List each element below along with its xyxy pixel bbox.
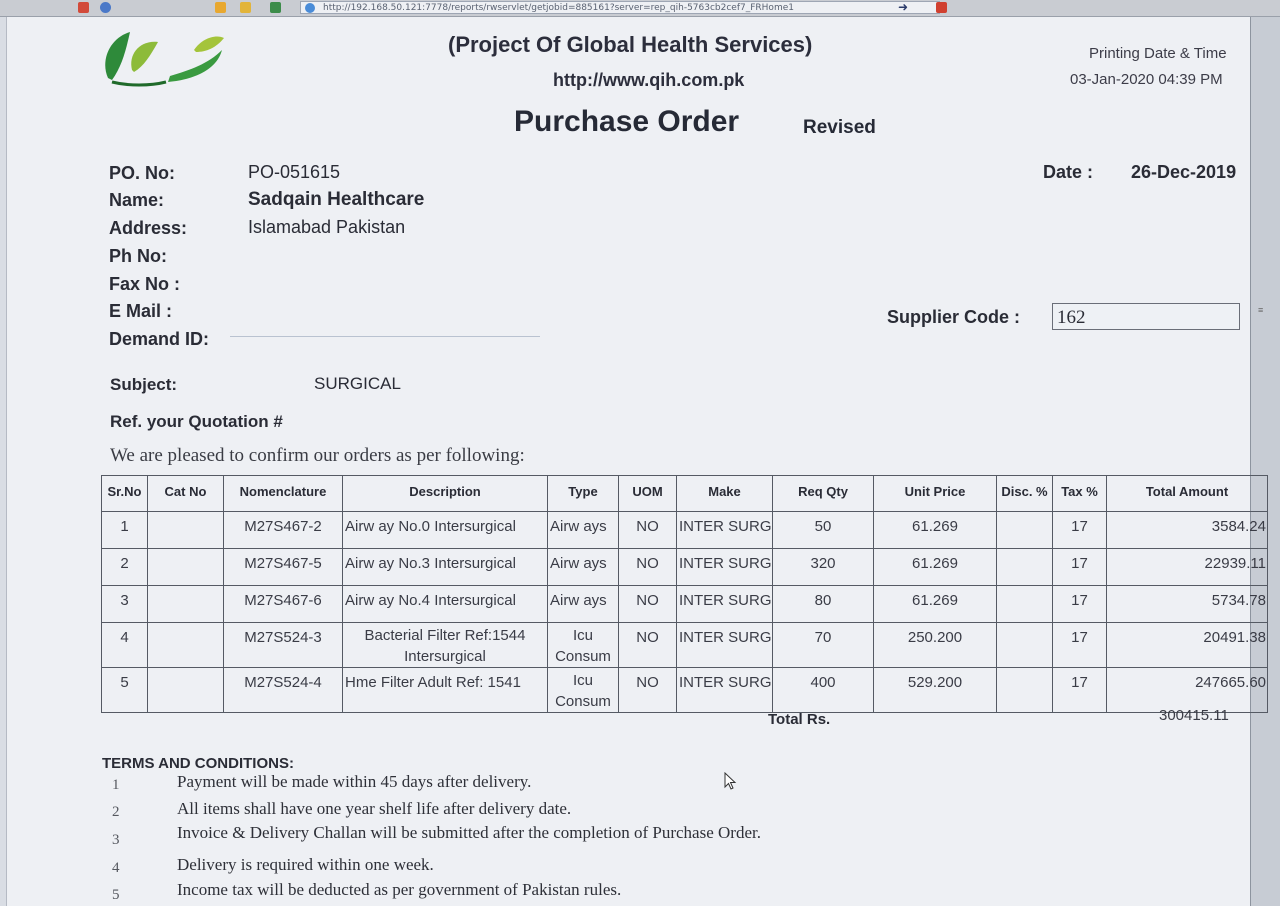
term-text: Invoice & Delivery Challan will be submitted after the completion of Purchase Order. (177, 823, 761, 842)
description-cell: Bacterial Filter Ref:1544 Intersurgical (343, 623, 548, 668)
total-cell: 20491.38 (1107, 623, 1268, 668)
uom-cell: NO (619, 586, 677, 623)
table-row (102, 623, 1268, 668)
total-cell: 3584.24 (1107, 512, 1268, 549)
price-cell: 250.200 (874, 623, 997, 668)
subject-label: Subject: (110, 375, 178, 394)
go-arrow-icon[interactable]: ➜ (898, 0, 909, 14)
cat-cell (148, 668, 224, 713)
total-cell: 22939.11 (1107, 549, 1268, 586)
sr-cell: 4 (102, 623, 148, 668)
table-row (102, 586, 1268, 623)
price-cell: 61.269 (874, 512, 997, 549)
name-value: Sadqain Healthcare (248, 189, 425, 210)
email-label: E Mail : (109, 301, 173, 321)
type-cell: Airw ays (548, 586, 619, 623)
make-cell: INTER SURG (677, 549, 773, 586)
disc-cell (997, 623, 1053, 668)
fax-label: Fax No : (109, 274, 181, 294)
stop-icon[interactable] (936, 2, 947, 13)
column-header: Unit Price (874, 476, 997, 512)
star-icon[interactable] (240, 2, 251, 13)
scrollbar[interactable] (1250, 17, 1280, 906)
disc-cell (997, 512, 1053, 549)
po-number-label: PO. No: (109, 163, 175, 183)
subject-value: SURGICAL (314, 374, 401, 393)
printing-date-value: 03-Jan-2020 04:39 PM (1070, 71, 1223, 88)
address-text: http://192.168.50.121:7778/reports/rwservlet/getjobid=885161?server=rep_qih-5763cb2cef7_FRHome1 (323, 3, 794, 13)
back-icon[interactable] (270, 2, 281, 13)
address-bar[interactable] (300, 1, 940, 14)
description-cell: Airw ay No.4 Intersurgical (343, 586, 548, 623)
type-cell: Airw ays (548, 512, 619, 549)
nomenclature-cell: M27S467-2 (224, 512, 343, 549)
phone-label: Ph No: (109, 246, 167, 266)
uom-cell: NO (619, 668, 677, 713)
disc-cell (997, 586, 1053, 623)
favorites-icon[interactable] (215, 2, 226, 13)
price-cell: 529.200 (874, 668, 997, 713)
divider (230, 336, 540, 337)
sr-cell: 1 (102, 512, 148, 549)
items-table (101, 475, 1268, 713)
column-header: Description (343, 476, 548, 512)
quotation-ref-label: Ref. your Quotation # (110, 412, 283, 431)
table-row (102, 668, 1268, 713)
uom-cell: NO (619, 549, 677, 586)
qty-cell: 80 (773, 586, 874, 623)
supplier-code-field[interactable]: 162 (1052, 303, 1240, 330)
globe-icon (305, 3, 315, 13)
nomenclature-cell: M27S524-3 (224, 623, 343, 668)
po-number-value: PO-051615 (248, 162, 341, 182)
address-value: Islamabad Pakistan (248, 217, 406, 237)
intro-text: We are pleased to confirm our orders as per following: (110, 445, 525, 466)
column-header: UOM (619, 476, 677, 512)
type-cell: Icu Consum (548, 623, 619, 668)
cat-cell (148, 512, 224, 549)
tax-cell: 17 (1053, 586, 1107, 623)
tax-cell: 17 (1053, 623, 1107, 668)
table-row (102, 512, 1268, 549)
supplier-code-label: Supplier Code : (887, 307, 1021, 327)
tax-cell: 17 (1053, 512, 1107, 549)
status-badge: Revised (803, 117, 876, 138)
terms-heading: TERMS AND CONDITIONS: (102, 755, 294, 772)
date-value: 26-Dec-2019 (1131, 162, 1237, 182)
disc-cell (997, 549, 1053, 586)
column-header: Type (548, 476, 619, 512)
name-label: Name: (109, 190, 165, 210)
sr-cell: 5 (102, 668, 148, 713)
sr-cell: 3 (102, 586, 148, 623)
term-number: 4 (112, 860, 120, 876)
demand-id-label: Demand ID: (109, 329, 210, 349)
address-label: Address: (109, 218, 188, 238)
tax-cell: 17 (1053, 668, 1107, 713)
type-cell: Airw ays (548, 549, 619, 586)
description-cell: Hme Filter Adult Ref: 1541 (343, 668, 548, 713)
total-label: Total Rs. (768, 711, 831, 728)
home-icon[interactable] (78, 2, 89, 13)
description-cell: Airw ay No.0 Intersurgical (343, 512, 548, 549)
term-text: Payment will be made within 45 days after delivery. (177, 772, 532, 791)
make-cell: INTER SURG (677, 512, 773, 549)
uom-cell: NO (619, 512, 677, 549)
total-cell: 5734.78 (1107, 586, 1268, 623)
mouse-pointer-icon (724, 772, 738, 792)
term-number: 5 (112, 887, 120, 903)
nomenclature-cell: M27S467-5 (224, 549, 343, 586)
disc-cell (997, 668, 1053, 713)
price-cell: 61.269 (874, 586, 997, 623)
printing-date-label: Printing Date & Time (1089, 45, 1227, 62)
tax-cell: 17 (1053, 549, 1107, 586)
term-text: All items shall have one year shelf life after delivery date. (177, 799, 572, 818)
page-title: Purchase Order (514, 105, 740, 138)
nomenclature-cell: M27S524-4 (224, 668, 343, 713)
make-cell: INTER SURG (677, 623, 773, 668)
cat-cell (148, 586, 224, 623)
scroll-grip-icon[interactable]: ≡ (1258, 305, 1264, 315)
qty-cell: 320 (773, 549, 874, 586)
term-number: 1 (112, 777, 120, 793)
column-header: Total Amount (1107, 476, 1268, 512)
browser-toolbar (0, 0, 1280, 17)
uom-cell: NO (619, 623, 677, 668)
column-header: Req Qty (773, 476, 874, 512)
cat-cell (148, 623, 224, 668)
term-number: 3 (112, 832, 120, 848)
make-cell: INTER SURG (677, 586, 773, 623)
term-text: Income tax will be deducted as per government of Pakistan rules. (177, 880, 622, 899)
qty-cell: 400 (773, 668, 874, 713)
leaf-logo-icon (98, 20, 228, 90)
cat-cell (148, 549, 224, 586)
date-label: Date : (1043, 162, 1094, 182)
term-text: Delivery is required within one week. (177, 855, 434, 874)
description-cell: Airw ay No.3 Intersurgical (343, 549, 548, 586)
website-link[interactable]: http://www.qih.com.pk (553, 70, 745, 90)
nomenclature-cell: M27S467-6 (224, 586, 343, 623)
type-cell: Icu Consum (548, 668, 619, 713)
column-header: Tax % (1053, 476, 1107, 512)
column-header: Nomenclature (224, 476, 343, 512)
qty-cell: 50 (773, 512, 874, 549)
column-header: Make (677, 476, 773, 512)
project-name: (Project Of Global Health Services) (448, 32, 813, 57)
column-header: Cat No (148, 476, 224, 512)
table-header-row (102, 476, 1268, 512)
refresh-icon[interactable] (100, 2, 111, 13)
column-header: Disc. % (997, 476, 1053, 512)
total-value: 300415.11 (1159, 707, 1229, 724)
term-number: 2 (112, 804, 120, 820)
sr-cell: 2 (102, 549, 148, 586)
column-header: Sr.No (102, 476, 148, 512)
make-cell: INTER SURG (677, 668, 773, 713)
qty-cell: 70 (773, 623, 874, 668)
table-row (102, 549, 1268, 586)
price-cell: 61.269 (874, 549, 997, 586)
total-cell: 247665.60 (1107, 668, 1268, 713)
